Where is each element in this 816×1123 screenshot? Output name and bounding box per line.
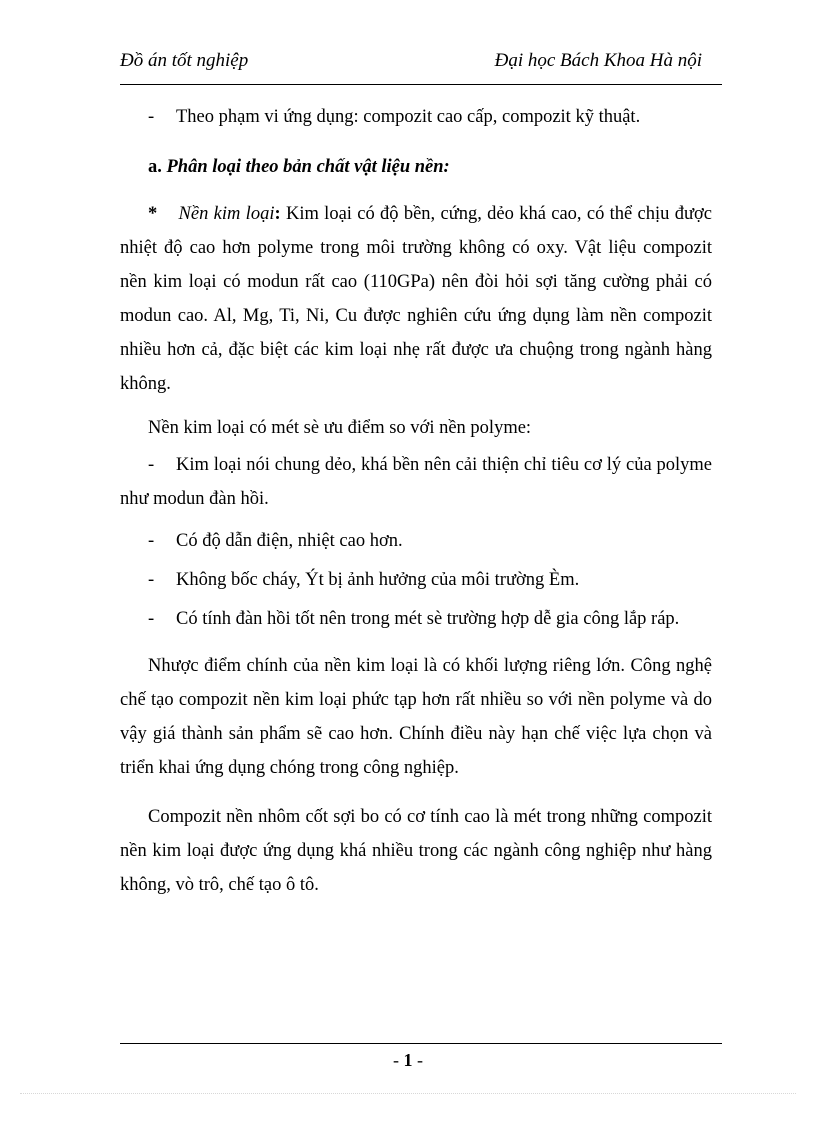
advantage-text-1: Kim loại nói chung dẻo, khá bền nên cải thiện chỉ tiêu cơ lý của polyme: [176, 455, 712, 475]
bullet-scope: [148, 107, 640, 128]
advantage-item-3: [148, 570, 579, 591]
metal-matrix-line-6: không.: [120, 374, 171, 394]
advantage-dash-4: -: [148, 609, 155, 629]
advantage-text-4: Có tính đàn hồi tốt nên trong mét sè trường hợp dễ gia công lắp ráp.: [176, 609, 680, 629]
advantage-item-4: [148, 609, 679, 630]
page-number-dash-left: -: [393, 1050, 399, 1070]
section-a-prefix: a.: [148, 157, 162, 177]
disadvantage-line-1: Nhược điểm chính của nền kim loại là có khối lượng riêng lớn. Công nghệ: [148, 656, 712, 676]
footer-rule: [120, 1043, 722, 1044]
boron-aluminum-line-2: nền kim loại được ứng dụng khá nhiều trong các ngành công nghiệp như hàng: [120, 841, 712, 861]
metal-matrix-line-1: [148, 204, 712, 225]
page-number: [0, 1050, 816, 1071]
advantage-text-3: Không bốc cháy, Ýt bị ảnh hưởng của môi trường Èm.: [176, 570, 580, 590]
star-marker: *: [148, 204, 158, 224]
page-number-dash-right: -: [417, 1050, 423, 1070]
advantage-dash-3: -: [148, 570, 155, 590]
boron-aluminum-line-1: Compozit nền nhôm cốt sợi bo có cơ tính cao là mét trong những compozit: [148, 807, 712, 827]
metal-matrix-line-2: nhiệt độ cao hơn polyme trong môi trường không có oxy. Vật liệu compozit: [120, 238, 712, 258]
advantage-dash-1: -: [148, 455, 155, 475]
advantage-text-2: Có độ dẫn điện, nhiệt cao hơn.: [176, 531, 403, 551]
advantage-item-1: [148, 455, 712, 476]
header-right-title: Đại học Bách Khoa Hà nội: [494, 50, 702, 71]
section-a-heading: [148, 157, 450, 178]
page-bottom-dotted-border: [20, 1093, 796, 1094]
advantage-item-2: [148, 531, 403, 552]
advantages-intro: Nền kim loại có mét sè ưu điểm so với nền polyme:: [148, 418, 532, 438]
metal-matrix-text-1: Kim loại có độ bền, cứng, dẻo khá cao, có thể chịu được: [285, 204, 713, 224]
page-header: [120, 50, 722, 80]
metal-matrix-colon: :: [274, 204, 281, 224]
bullet-scope-text: Theo phạm vi ứng dụng: compozit cao cấp, compozit kỹ thuật.: [176, 107, 641, 127]
page-number-value: 1: [403, 1050, 413, 1070]
advantage-dash-2: -: [148, 531, 155, 551]
boron-aluminum-line-3: không, vò trô, chế tạo ô tô.: [120, 875, 319, 895]
section-a-title: Phân loại theo bản chất vật liệu nền:: [166, 157, 450, 177]
disadvantage-line-4: triển khai ứng dụng chóng trong công nghiệp.: [120, 758, 459, 778]
disadvantage-line-2: chế tạo compozit nền kim loại phức tạp hơn rất nhiều so với nền polyme và do: [120, 690, 712, 710]
metal-matrix-line-3: nền kim loại có modun rất cao (110GPa) nên đòi hỏi sợi tăng cường phải có: [120, 272, 712, 292]
metal-matrix-term: Nền kim loại: [178, 204, 275, 224]
disadvantage-line-3: vậy giá thành sản phẩm sẽ cao hơn. Chính điều này hạn chế việc lựa chọn và: [120, 724, 712, 744]
metal-matrix-line-4: modun cao. Al, Mg, Ti, Ni, Cu được nghiên cứu ứng dụng làm nền compozit: [120, 306, 712, 326]
header-rule: [120, 84, 722, 85]
advantage-item-1-cont: như modun đàn hồi.: [120, 489, 269, 509]
header-left-title: Đồ án tốt nghiệp: [120, 50, 249, 71]
metal-matrix-line-5: nhiều hơn cả, đặc biệt các kim loại nhẹ rất được ưa chuộng trong ngành hàng: [120, 340, 712, 360]
bullet-dash: -: [148, 107, 155, 127]
